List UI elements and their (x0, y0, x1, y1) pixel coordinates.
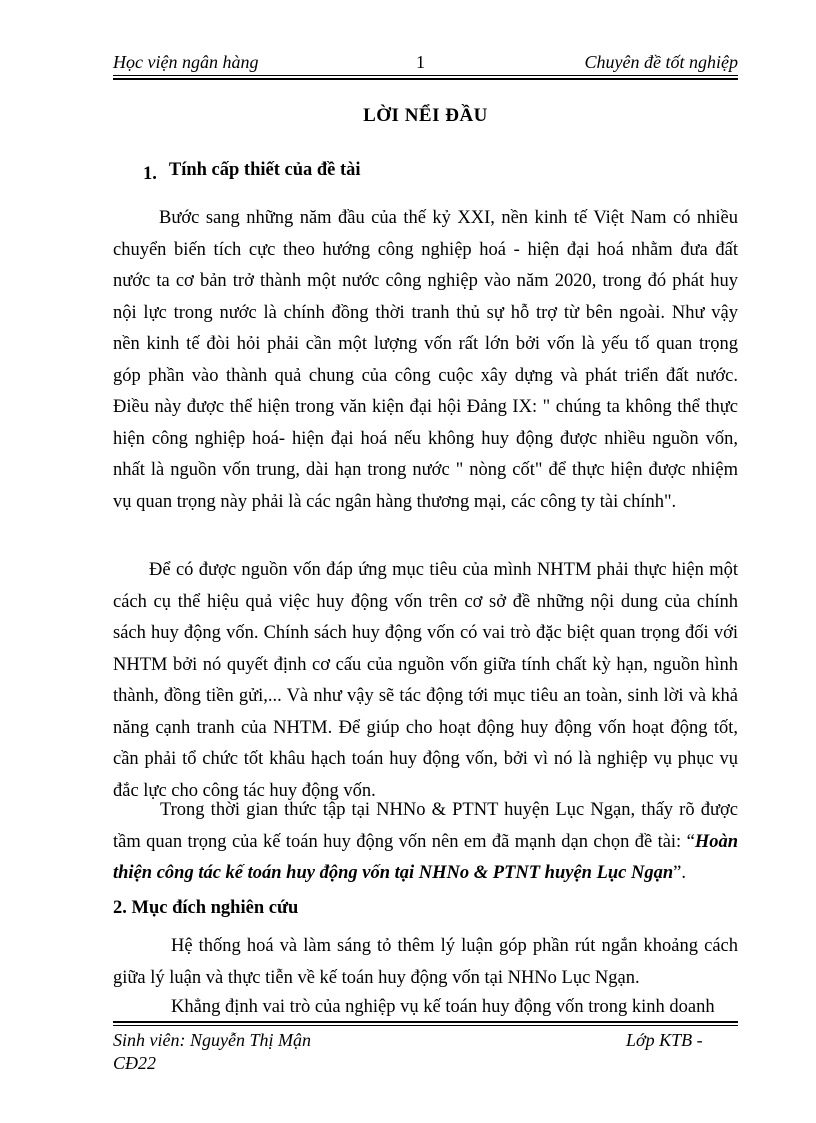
text-line: Điều này được thể hiện trong văn kiện đại hội Đảng IX: " chúng ta không thể thực (113, 397, 738, 417)
text-line: đắc lực cho công tác huy động vốn. (113, 780, 376, 801)
topic-title-start: Hoàn (694, 831, 738, 852)
text-run: ”. (673, 863, 687, 883)
text-line: góp phần vào thành quả chung của công cuộc xây dựng và phát triển đất nước. (113, 365, 738, 386)
text-line: cần phải tổ chức tốt khâu hạch toán huy động vốn, bởi vì nó là nghiệp vụ phục vụ (113, 749, 738, 769)
topic-title: thiện công tác kế toán huy động vốn tại NHNo & PTNT huyện Lục Ngạn (113, 863, 674, 883)
footer-student: Sinh viên: Nguyễn Thị Mận CĐ22 (113, 1030, 311, 1073)
text-line (113, 827, 738, 859)
page-header (113, 52, 738, 76)
section2-heading: 2. Mục đích nghiên cứu (113, 898, 299, 918)
text-line: Khẳng định vai trò của nghiệp vụ kế toán huy động vốn trong kinh doanh (171, 997, 715, 1017)
header-rule (113, 75, 738, 80)
footer-class: Lớp KTB - (626, 1030, 703, 1050)
section1-number: 1. (143, 164, 157, 184)
text-line: chuyển biến tích cực theo hướng công nghiệp hoá - hiện đại hoá nhằm đưa đất (113, 239, 738, 260)
text-line: Bước sang những năm đầu của thế kỷ XXI, nền kinh tế Việt Nam có nhiều (159, 208, 738, 228)
text-line: vụ quan trọng này phải là các ngân hàng thương mại, các công ty tài chính". (113, 491, 677, 512)
text-line (113, 858, 738, 890)
text-line: Trong thời gian thức tập tại NHNo & PTNT huyện Lục Ngạn, thấy rõ được (160, 800, 738, 820)
text-line: hiện công nghiệp hoá- hiện đại hoá nếu không huy động được nhiều nguồn vốn, (113, 428, 738, 449)
text-line: năng cạnh tranh của NHTM. Để giúp cho hoạt động huy động vốn hoạt động tốt, (113, 717, 738, 738)
text-line: nền kinh tế đòi hỏi phải cần một lượng vốn rất lớn bởi vốn là yếu tố quan trọng (113, 334, 738, 354)
text-run: tầm quan trọng của kế toán huy động vốn nên em đã mạnh dạn chọn đề tài: “ (113, 831, 695, 852)
text-line: Hệ thống hoá và làm sáng tỏ thêm lý luận góp phần rút ngắn khoảng cách (171, 936, 738, 956)
section1-paragraph-3 (113, 795, 738, 890)
section2-paragraph-2 (113, 992, 738, 1024)
section1-paragraph-2 (113, 555, 738, 807)
section1-heading (143, 160, 361, 184)
text-line: NHTM bởi nó quyết định cơ cấu của nguồn vốn giữa tính chất kỳ hạn, nguồn hình (113, 654, 738, 675)
footer-rule (113, 1021, 738, 1026)
text-line: nội lực trong nước là chính đồng thời tranh thủ sự hỗ trợ từ bên ngoài. Như vậy (113, 302, 738, 323)
section1-paragraph-1 (113, 203, 738, 518)
text-line: giữa lý luận và thực tiễn về kế toán huy động vốn tại NHNo Lục Ngạn. (113, 967, 640, 988)
text-line: thành, đồng tiền gửi,... Và như vậy sẽ tác động tới mục tiêu an toàn, sinh lời và khả (113, 686, 738, 706)
section1-title: Tính cấp thiết của đề tài (168, 160, 361, 180)
page-title: LỜI NỂI ĐẦU (363, 105, 488, 126)
section2-paragraph-1 (113, 931, 738, 994)
header-institution: Học viện ngân hàng (113, 52, 259, 72)
header-page-number: 1 (416, 52, 425, 72)
text-line: Để có được nguồn vốn đáp ứng mục tiêu của mình NHTM phải thực hiện một (149, 560, 738, 580)
header-doc-type: Chuyên đề tốt nghiệp (584, 52, 738, 72)
text-line: nhất là nguồn vốn trung, dài hạn trong nước " nòng cốt" để thực hiện được nhiệm (113, 460, 738, 480)
text-line: sách huy động vốn. Chính sách huy động vốn có vai trò đặc biệt quan trọng đối với (113, 623, 738, 643)
text-line: cách cụ thể hiệu quả việc huy động vốn trên cơ sở đề những nội dung của chính (113, 591, 738, 612)
text-line: nước ta cơ bản trở thành một nước công nghiệp vào năm 2020, trong đó phát huy (113, 271, 738, 291)
